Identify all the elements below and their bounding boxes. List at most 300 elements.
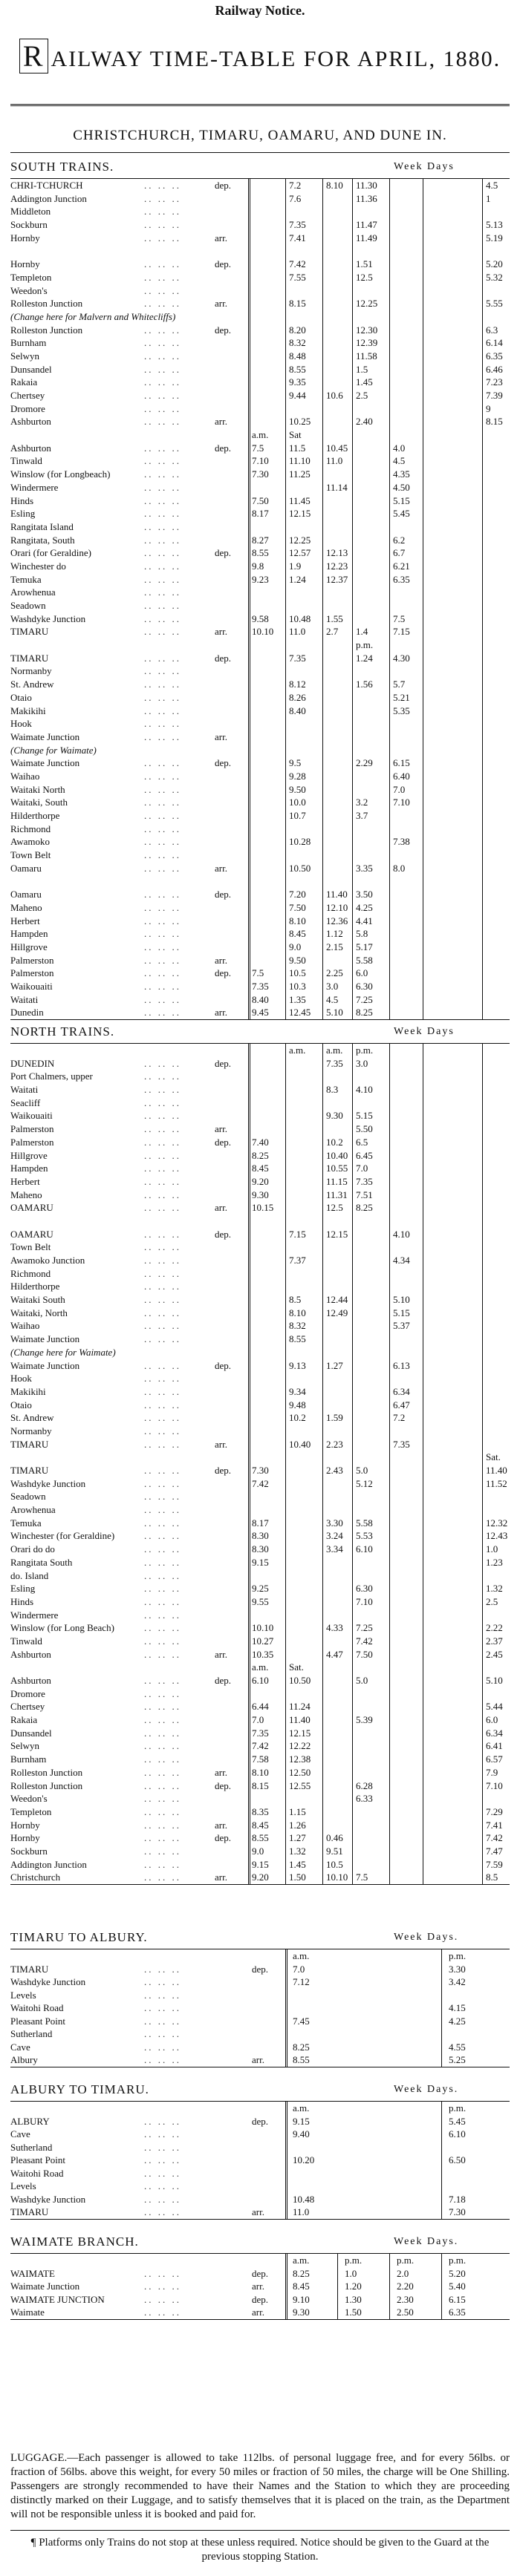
time-cell: 7.41 xyxy=(289,232,306,243)
dep-arr-marker: dep. xyxy=(215,1057,232,1069)
leader-dots: .. .. .. xyxy=(144,1622,181,1634)
time-cell: 7.6 xyxy=(289,192,302,204)
time-cell: 6.46 xyxy=(486,363,503,375)
time-cell: 6.15 xyxy=(449,2293,466,2305)
time-cell: 8.45 xyxy=(293,2281,310,2292)
time-cell: 10.10 xyxy=(252,626,274,638)
south-days-heading: Week Days xyxy=(394,161,455,172)
time-cell: 10.10 xyxy=(326,1871,348,1883)
station-name: Rolleston Junction xyxy=(10,324,83,336)
time-cell: 12.43 xyxy=(486,1530,508,1542)
time-cell: 4.50 xyxy=(393,481,410,493)
time-cell: 3.30 xyxy=(326,1517,343,1529)
time-cell: 5.39 xyxy=(356,1714,373,1726)
time-cell: 10.50 xyxy=(289,1675,311,1686)
time-cell: a.m. xyxy=(252,1661,269,1673)
time-cell: 6.10 xyxy=(449,2128,466,2139)
time-cell: 8.17 xyxy=(252,1517,269,1529)
time-cell: 7.35 xyxy=(326,1057,343,1069)
leader-dots: .. .. .. xyxy=(144,1583,181,1595)
leader-dots: .. .. .. xyxy=(144,442,181,454)
time-cell: 7.0 xyxy=(252,1714,264,1726)
dep-arr-marker: arr. xyxy=(215,1871,227,1883)
dep-arr-marker: dep. xyxy=(215,757,232,769)
time-cell: 5.40 xyxy=(449,2281,466,2292)
timetable-row xyxy=(10,310,510,324)
leader-dots: .. .. .. xyxy=(144,1832,181,1844)
time-cell: 9.40 xyxy=(293,2128,310,2139)
time-cell: 6.30 xyxy=(356,1583,373,1595)
leader-dots: .. .. .. xyxy=(144,889,181,900)
time-cell: 12.37 xyxy=(326,573,348,585)
timetable-row xyxy=(10,2053,510,2067)
time-cell: 6.35 xyxy=(449,2307,466,2318)
timetable-row xyxy=(10,1989,510,2002)
station-name: Tinwald xyxy=(10,455,42,467)
leader-dots: .. .. .. xyxy=(144,1701,181,1713)
time-cell: 1.27 xyxy=(326,1359,343,1371)
timetable-row xyxy=(10,1228,510,1241)
station-name: (Change here for Waimate) xyxy=(10,1346,116,1358)
time-cell: 7.2 xyxy=(289,180,302,191)
time-cell: 2.15 xyxy=(326,941,343,952)
timetable-row xyxy=(10,823,510,836)
timetable-row xyxy=(10,1949,510,1963)
time-cell: 1.24 xyxy=(289,573,306,585)
waimate-title: WAIMATE BRANCH. xyxy=(10,2235,139,2249)
time-cell: 7.5 xyxy=(393,612,406,624)
dep-arr-marker: arr. xyxy=(215,1648,227,1660)
timetable-row xyxy=(10,560,510,573)
time-cell: 8.5 xyxy=(486,1871,498,1883)
time-cell: 12.10 xyxy=(326,901,348,913)
timetable-row xyxy=(10,612,510,626)
timetable-row xyxy=(10,389,510,402)
leader-dots: .. .. .. xyxy=(144,1373,181,1385)
timetable-row xyxy=(10,980,510,993)
timetable-row xyxy=(10,2206,510,2219)
time-cell: 8.26 xyxy=(289,691,306,703)
station-name: Waimate Junction xyxy=(10,730,80,742)
station-name: Palmerston xyxy=(10,954,54,966)
time-cell: 12.39 xyxy=(356,337,378,349)
station-name: Selwyn xyxy=(10,350,39,362)
time-cell: 4.47 xyxy=(326,1648,343,1660)
timetable-row xyxy=(10,1819,510,1832)
time-cell: 8.0 xyxy=(393,862,406,874)
station-name: TIMARU xyxy=(10,626,49,638)
time-cell: 7.40 xyxy=(252,1136,269,1148)
timetable-row xyxy=(10,2027,510,2041)
time-cell: 7.30 xyxy=(252,468,269,480)
timetable-row xyxy=(10,1529,510,1543)
station-name: Hinds xyxy=(10,1595,34,1607)
leader-dots: .. .. .. xyxy=(144,284,181,296)
leader-dots: .. .. .. xyxy=(144,757,181,769)
station-name: Orari (for Geraldine) xyxy=(10,547,91,559)
time-cell: 7.15 xyxy=(289,1228,306,1240)
time-cell: 12.13 xyxy=(326,547,348,559)
station-name: Dunsandel xyxy=(10,1727,52,1739)
time-cell: 12.44 xyxy=(326,1294,348,1306)
time-cell: 6.15 xyxy=(393,757,410,769)
time-cell: Sat xyxy=(289,429,302,441)
time-cell: 2.29 xyxy=(356,757,373,769)
station-name: Washdyke Junction xyxy=(10,1976,86,1987)
leader-dots: .. .. .. xyxy=(144,1399,181,1410)
timetable-row xyxy=(10,1543,510,1556)
waimate-days-heading: Week Days. xyxy=(394,2236,459,2247)
station-name: Washdyke Junction xyxy=(10,1477,86,1489)
time-cell: 1.30 xyxy=(345,2293,362,2305)
time-cell: 11.52 xyxy=(486,1477,507,1489)
timetable-row xyxy=(10,1044,510,1057)
time-cell: 10.10 xyxy=(252,1622,274,1634)
timetable-row xyxy=(10,1700,510,1713)
timetable-row xyxy=(10,1162,510,1175)
leader-dots: .. .. .. xyxy=(144,455,181,467)
time-cell: 5.13 xyxy=(486,219,503,231)
station-name: Palmerston xyxy=(10,1123,54,1135)
time-cell: 5.21 xyxy=(393,691,410,703)
leader-dots: .. .. .. xyxy=(144,1385,181,1397)
time-cell: 9.55 xyxy=(252,1595,269,1607)
timetable-row xyxy=(10,2293,510,2307)
time-cell: 8.55 xyxy=(289,363,306,375)
leader-dots: .. .. .. xyxy=(144,1963,181,1975)
time-cell: 12.15 xyxy=(289,508,311,520)
time-cell: 1.4 xyxy=(356,626,368,638)
timetable-row xyxy=(10,2141,510,2154)
time-cell: 8.17 xyxy=(252,508,269,520)
dep-arr-marker: dep. xyxy=(215,258,232,270)
leader-dots: .. .. .. xyxy=(144,849,181,861)
station-name: Sutherland xyxy=(10,2141,53,2153)
time-cell: 2.30 xyxy=(397,2293,414,2305)
time-cell: 10.27 xyxy=(252,1635,274,1647)
dep-arr-marker: dep. xyxy=(215,1675,232,1686)
timetable-row xyxy=(10,376,510,389)
time-cell: 2.20 xyxy=(397,2281,414,2292)
timetable-row xyxy=(10,1556,510,1569)
leader-dots: .. .. .. xyxy=(144,350,181,362)
time-cell: 9.30 xyxy=(293,2307,310,2318)
time-cell: 6.0 xyxy=(486,1714,498,1726)
time-cell: 9.0 xyxy=(289,941,302,952)
dep-arr-marker: arr. xyxy=(215,954,227,966)
time-cell: 1.23 xyxy=(486,1556,503,1568)
leader-dots: .. .. .. xyxy=(144,941,181,952)
timetable-row xyxy=(10,1727,510,1740)
leader-dots: .. .. .. xyxy=(144,730,181,742)
station-name: Temuka xyxy=(10,573,42,585)
time-cell: 8.25 xyxy=(293,2267,310,2279)
time-cell: 7.42 xyxy=(486,1832,503,1844)
platform-footnote: ¶ Platforms only Trains do not stop at these unless required. Notice should be given to the Guard at the previous stopping Station. xyxy=(30,2537,490,2563)
leader-dots: .. .. .. xyxy=(144,1648,181,1660)
time-cell: p.m. xyxy=(449,2255,467,2266)
time-cell: 11.47 xyxy=(356,219,377,231)
timetable-row xyxy=(10,1779,510,1793)
luggage-note: LUGGAGE.—Each passenger is allowed to take 112lbs. of personal luggage free, and for every 56lbs. or fraction of 56lbs. above this weight, for every 50 miles or fraction of 50 miles, the charge will be One Shilling. Passengers are strongly recommended to have their Names and the Station to which they are proceeding distinctly marked on their Luggage, and to satisfy themselves that it is placed on the train, as the Department will not be responsible unless it is booked and paid for. xyxy=(10,2452,510,2520)
time-cell: 7.25 xyxy=(356,1622,373,1634)
timetable-row xyxy=(10,1109,510,1122)
time-cell: 7.42 xyxy=(252,1740,269,1752)
time-cell: a.m. xyxy=(326,1045,343,1056)
dep-arr-marker: dep. xyxy=(215,1779,232,1791)
station-name: WAIMATE xyxy=(10,2267,55,2279)
time-cell: 0.46 xyxy=(326,1832,343,1844)
time-cell: 7.23 xyxy=(486,376,503,388)
station-name: Waitati xyxy=(10,993,39,1005)
timetable-row xyxy=(10,1648,510,1661)
time-cell: 5.10 xyxy=(393,1294,410,1306)
time-cell: 8.45 xyxy=(252,1819,269,1831)
leader-dots: .. .. .. xyxy=(144,1845,181,1857)
station-name: Burnham xyxy=(10,337,47,349)
time-cell: 7.10 xyxy=(252,455,269,467)
leader-dots: .. .. .. xyxy=(144,1110,181,1122)
dep-arr-marker: arr. xyxy=(215,626,227,638)
leader-dots: .. .. .. xyxy=(144,2154,181,2165)
time-cell: 7.5 xyxy=(252,967,264,979)
time-cell: 7.50 xyxy=(252,494,269,506)
timetable-row xyxy=(10,271,510,284)
leader-dots: .. .. .. xyxy=(144,1976,181,1987)
time-cell: 1.32 xyxy=(289,1845,306,1857)
timetable-row xyxy=(10,1766,510,1779)
leader-dots: .. .. .. xyxy=(144,2267,181,2279)
time-cell: 12.49 xyxy=(326,1307,348,1318)
time-cell: 7.15 xyxy=(393,626,410,638)
timetable-row xyxy=(10,1359,510,1373)
leader-dots: .. .. .. xyxy=(144,1766,181,1778)
timetable-row xyxy=(10,1333,510,1346)
timetable-row xyxy=(10,1070,510,1083)
timetable-row xyxy=(10,901,510,915)
leader-dots: .. .. .. xyxy=(144,1753,181,1765)
station-name: Rangitata South xyxy=(10,1556,73,1568)
time-cell: 8.40 xyxy=(289,705,306,716)
leader-dots: .. .. .. xyxy=(144,376,181,388)
timetable-row xyxy=(10,993,510,1007)
divider xyxy=(10,2530,510,2531)
leader-dots: .. .. .. xyxy=(144,1569,181,1581)
time-cell: 7.35 xyxy=(252,980,269,992)
timetable-row xyxy=(10,2102,510,2115)
station-name: Dunedin xyxy=(10,1007,44,1019)
leader-dots: .. .. .. xyxy=(144,363,181,375)
time-cell: 12.50 xyxy=(289,1766,311,1778)
leader-dots: .. .. .. xyxy=(144,258,181,270)
time-cell: 8.27 xyxy=(252,534,269,546)
station-name: Orari do do xyxy=(10,1543,55,1555)
time-cell: 3.0 xyxy=(326,980,339,992)
time-cell: 8.25 xyxy=(252,1149,269,1161)
station-name: Levels xyxy=(10,1989,36,2001)
time-cell: 3.0 xyxy=(356,1057,368,1069)
station-name: Waimate Junction xyxy=(10,1359,80,1371)
time-cell: 9.35 xyxy=(289,376,306,388)
title-initial: R xyxy=(19,39,48,73)
time-cell: 12.25 xyxy=(356,298,378,310)
station-name: Windermere xyxy=(10,481,59,493)
leader-dots: .. .. .. xyxy=(144,219,181,231)
station-name: Hornby xyxy=(10,1819,40,1831)
leader-dots: .. .. .. xyxy=(144,1359,181,1371)
station-name: Hornby xyxy=(10,258,40,270)
timetable-row xyxy=(10,954,510,967)
timetable-row xyxy=(10,1661,510,1674)
timetable-row xyxy=(10,770,510,783)
leader-dots: .. .. .. xyxy=(144,481,181,493)
time-cell: 7.42 xyxy=(289,258,306,270)
time-cell: 2.23 xyxy=(326,1438,343,1450)
time-cell: 3.30 xyxy=(449,1963,466,1975)
time-cell: 11.36 xyxy=(356,192,377,204)
time-cell: 6.28 xyxy=(356,1779,373,1791)
time-cell: 8.32 xyxy=(289,1320,306,1332)
timetable-row xyxy=(10,2167,510,2180)
time-cell: 9.50 xyxy=(289,954,306,966)
timetable-row xyxy=(10,1595,510,1609)
time-cell: 9.25 xyxy=(252,1583,269,1595)
dep-arr-marker: dep. xyxy=(215,442,232,454)
station-name: Waitaki, South xyxy=(10,797,68,808)
dep-arr-marker: dep. xyxy=(252,2267,269,2279)
time-cell: 3.35 xyxy=(356,862,373,874)
station-name: Seacliff xyxy=(10,1096,41,1108)
time-cell: 6.34 xyxy=(393,1385,410,1397)
timetable-row xyxy=(10,835,510,849)
time-cell: 8.15 xyxy=(252,1779,269,1791)
timetable-row xyxy=(10,915,510,928)
time-cell: 6.3 xyxy=(486,324,498,336)
station-name: Winchester (for Geraldine) xyxy=(10,1530,115,1542)
time-cell: 6.0 xyxy=(356,967,368,979)
timetable-row xyxy=(10,2128,510,2141)
timetable-row xyxy=(10,494,510,508)
time-cell: 11.5 xyxy=(289,442,306,454)
station-name: Maheno xyxy=(10,901,42,913)
time-cell: 9.44 xyxy=(289,390,306,401)
leader-dots: .. .. .. xyxy=(144,1805,181,1817)
time-cell: 9.34 xyxy=(289,1385,306,1397)
time-cell: 4.34 xyxy=(393,1255,410,1266)
dep-arr-marker: arr. xyxy=(252,2206,264,2217)
station-name: Levels xyxy=(10,2180,36,2191)
station-name: Hook xyxy=(10,718,32,730)
time-cell: 12.57 xyxy=(289,547,311,559)
time-cell: 10.40 xyxy=(289,1438,311,1450)
station-name: Templeton xyxy=(10,271,52,283)
station-name: Hornby xyxy=(10,1832,40,1844)
time-cell: 6.5 xyxy=(356,1136,368,1148)
timetable-row xyxy=(10,2254,510,2267)
timetable-row xyxy=(10,244,510,258)
timetable-row xyxy=(10,454,510,468)
time-cell: 1.51 xyxy=(356,258,373,270)
dep-arr-marker: arr. xyxy=(252,2054,264,2065)
leader-dots: .. .. .. xyxy=(144,1530,181,1542)
time-cell: 9.28 xyxy=(289,770,306,782)
timetable-row xyxy=(10,284,510,298)
time-cell: 9.5 xyxy=(289,757,302,769)
station-name: ALBURY xyxy=(10,2115,50,2127)
station-name: Awamoko Junction xyxy=(10,1255,85,1266)
station-name: (Change for Waimate) xyxy=(10,744,97,756)
timetable-row xyxy=(10,2280,510,2293)
station-name: Palmerston xyxy=(10,967,54,979)
leader-dots: .. .. .. xyxy=(144,2028,181,2039)
leader-dots: .. .. .. xyxy=(144,1149,181,1161)
time-cell: 3.50 xyxy=(356,889,373,900)
timetable-row xyxy=(10,756,510,770)
time-cell: 2.43 xyxy=(326,1465,343,1476)
time-cell: 12.22 xyxy=(289,1740,311,1752)
timetable-row xyxy=(10,534,510,547)
station-name: Rangitata Island xyxy=(10,520,74,532)
timetable-row xyxy=(10,1451,510,1464)
time-cell: 9.50 xyxy=(289,783,306,795)
time-cell: 3.34 xyxy=(326,1543,343,1555)
time-cell: 9.58 xyxy=(252,612,269,624)
station-name: Waimate xyxy=(10,2307,45,2318)
dep-arr-marker: arr. xyxy=(252,2281,264,2292)
timetable-row xyxy=(10,941,510,954)
time-cell: 8.10 xyxy=(289,915,306,926)
station-name: Addington Junction xyxy=(10,1858,87,1870)
time-cell: 8.10 xyxy=(289,1307,306,1318)
timetable-row xyxy=(10,862,510,875)
time-cell: Sat. xyxy=(289,1661,304,1673)
station-name: Winslow (for Long Beach) xyxy=(10,1622,114,1634)
station-name: Town Belt xyxy=(10,849,51,861)
leader-dots: .. .. .. xyxy=(144,2128,181,2139)
leader-dots: .. .. .. xyxy=(144,390,181,401)
time-cell: 1.45 xyxy=(289,1858,306,1870)
time-cell: 7.18 xyxy=(449,2193,466,2205)
time-cell: 5.20 xyxy=(449,2267,466,2279)
time-cell: 6.40 xyxy=(393,770,410,782)
leader-dots: .. .. .. xyxy=(144,1675,181,1686)
station-name: Weedon's xyxy=(10,284,48,296)
station-name: Waikouaiti xyxy=(10,1110,53,1122)
time-cell: 10.20 xyxy=(293,2154,315,2165)
station-name: Arowhenua xyxy=(10,586,56,598)
time-cell: 5.58 xyxy=(356,954,373,966)
leader-dots: .. .. .. xyxy=(144,1084,181,1096)
leader-dots: .. .. .. xyxy=(144,232,181,243)
timetable-row xyxy=(10,1189,510,1202)
time-cell: 12.45 xyxy=(289,1007,311,1019)
time-cell: 11.49 xyxy=(356,232,377,243)
leader-dots: .. .. .. xyxy=(144,468,181,480)
time-cell: 5.32 xyxy=(486,271,503,283)
timetable-row xyxy=(10,1490,510,1503)
time-cell: 8.10 xyxy=(252,1766,269,1778)
leader-dots: .. .. .. xyxy=(144,862,181,874)
time-cell: 1.55 xyxy=(326,612,343,624)
time-cell: 8.55 xyxy=(289,1333,306,1345)
timetable-row xyxy=(10,1871,510,1884)
time-cell: 8.30 xyxy=(252,1543,269,1555)
time-cell: 7.50 xyxy=(356,1648,373,1660)
timetable-row xyxy=(10,350,510,363)
station-name: Pleasant Point xyxy=(10,2154,66,2165)
time-cell: 11.40 xyxy=(289,1714,311,1726)
leader-dots: .. .. .. xyxy=(144,402,181,414)
